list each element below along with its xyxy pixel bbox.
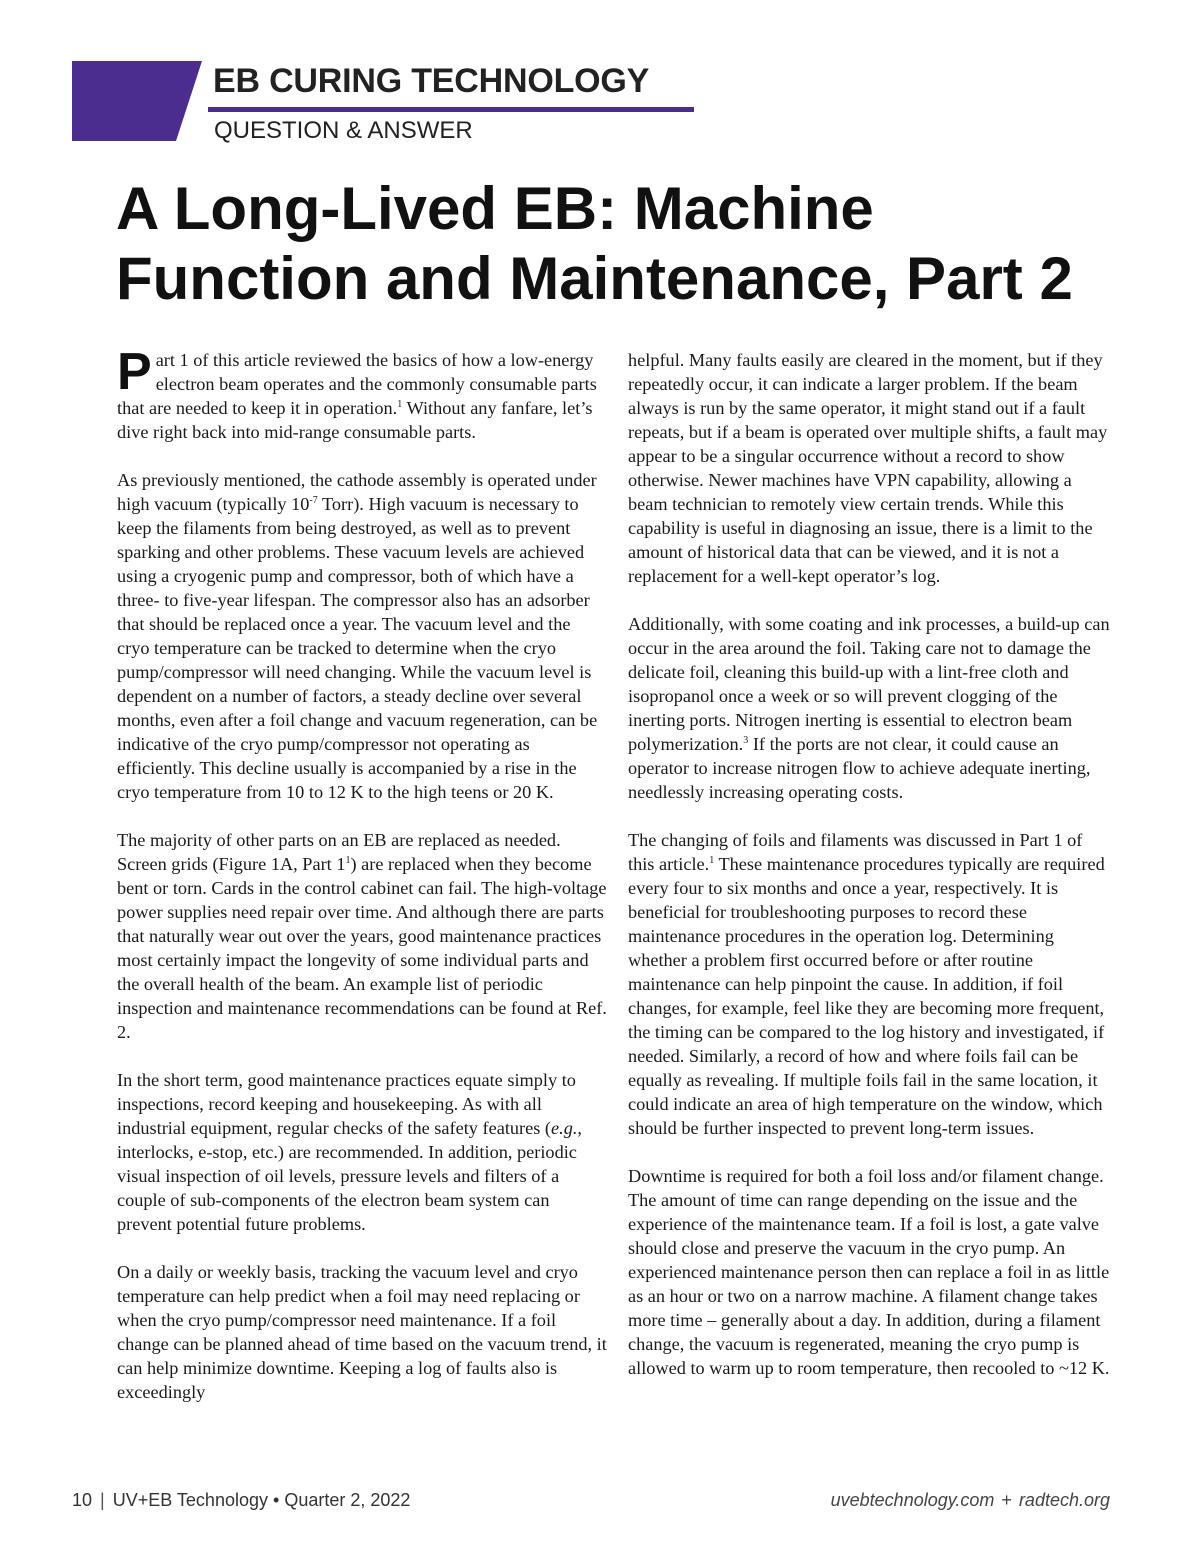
paragraph-downtime: Downtime is required for both a foil loss and/or filament change. The amount of time can range depending on the issue and the experience of the maintenance team. If a foil is lost, a gate valve should close and preserve the vacuum in the cryo pump. An experienced maintenance person then can replace a foil in as little as an hour or two on a narrow machine. A filament change takes more time – generally about a day. In addition, during a filament change, the vacuum is regenerated, meaning the cryo pump is allowed to warm up to room temperature, then recooled to ~12 K. [628, 1166, 1110, 1378]
article-column-left [117, 343, 607, 1404]
paragraph-faults: helpful. Many faults easily are cleared in the moment, but if they repeatedly occur, it can indicate a larger problem. If the beam always is run by the same operator, it might stand out if a fault repeats, but if a beam is operated over multiple shifts, a fault may appear to be a singular occurrence without a record to show otherwise. Newer machines have VPN capability, allowing a beam technician to remotely view certain trends. While this capability is useful in diagnosing an issue, there is a limit to the amount of historical data that can be viewed, and it is not a replacement for a well-kept operator’s log. [628, 350, 1108, 586]
exponent: -7 [309, 494, 318, 506]
article-title [116, 174, 1116, 314]
footer-publication-info [72, 1490, 410, 1511]
footnote-ref: 1 [345, 854, 351, 866]
article-title-line2: Function and Maintenance, Part 2 [116, 245, 1073, 312]
footer-plus: + [1001, 1490, 1012, 1510]
section-divider [208, 107, 694, 112]
paragraph-daily: On a daily or weekly basis, tracking the vacuum level and cryo temperature can help predict when a foil may need replacing or when the cryo pump/compressor need maintenance. If a foil change can be planned ahead of time based on the vacuum trend, it can help minimize downtime. Keeping a log of faults also is exceedingly [117, 1262, 607, 1402]
footnote-ref: 3 [743, 734, 749, 746]
publication-name: UV+EB Technology [112, 1490, 268, 1510]
paragraph-intro: Part 1 of this article reviewed the basics of how a low-energy electron beam operates and the commonly consumable parts that are needed to keep it in operation.$^1$ Without any fanfare, let’s dive right back into mid-range consumable parts. [117, 343, 597, 442]
website-link-uveb[interactable]: uvebtechnology.com [830, 1490, 995, 1510]
page-number: 10 [72, 1490, 93, 1510]
footer-separator: | [100, 1490, 105, 1510]
issue-date: Quarter 2, 2022 [284, 1490, 411, 1510]
paragraph-cathode: As previously mentioned, the cathode assembly is operated under high vacuum (typically $10^{-7}$ Torr). High vacuum is necessary to keep the filaments from being destroyed, as well as to prevent sparking and other problems. These vacuum levels are achieved using a cryogenic pump and compressor, both of which have a three- to five-year lifespan. The compressor also has an adsorber that should be replaced once a year. The vacuum level and the cryo temperature can be tracked to determine when the cryo pump/compressor will need changing. While the vacuum level is dependent on a number of factors, a steady decline over several months, even after a foil change and vacuum regeneration, can be indicative of the cryo pump/compressor not operating as efficiently. This decline usually is accompanied by a rise in the cryo temperature from 10 to 12 K to the high teens or 20 K. [117, 470, 598, 802]
article-title-line1: A Long-Lived EB: Machine [116, 175, 874, 242]
website-link-radtech[interactable]: radtech.org [1018, 1490, 1110, 1510]
footer-websites [831, 1490, 1110, 1511]
drop-cap: P [117, 343, 152, 401]
footnote-ref: 1 [709, 854, 715, 866]
paragraph-parts: The majority of other parts on an EB are replaced as needed. Screen grids (Figure 1A, Part $1^1$) are replaced when they become bent or torn. Cards in the control cabinet can fail. The high-voltage power supplies need repair over time. And although there are parts that naturally wear out over the years, good maintenance practices most certainly impact the longevity of some individual parts and the overall health of the beam. An example list of periodic inspection and maintenance recommendations can be found at Ref. 2. [117, 830, 607, 1042]
footer-bullet: • [273, 1490, 280, 1510]
section-title: EB CURING TECHNOLOGY [213, 62, 650, 100]
section-subtitle: QUESTION & ANSWER [214, 117, 473, 144]
header-accent-block [72, 61, 202, 141]
footnote-ref: 1 [397, 398, 403, 410]
article-column-right [628, 348, 1110, 1380]
paragraph-buildup: Additionally, with some coating and ink processes, a build-up can occur in the area around the foil. Taking care not to damage the delicate foil, cleaning this build-up with a lint-free cloth and isopropanol once a week or so will prevent clogging of the inerting ports. Nitrogen inerting is essential to electron beam polymerization.$^3$ If the ports are not clear, it could cause an operator to increase nitrogen flow to achieve adequate inerting, needlessly increasing operating costs. [628, 614, 1110, 802]
paragraph-foils: The changing of foils and filaments was discussed in Part 1 of this article.$^1$ These maintenance procedures typically are required every four to six months and once a year, respectively. It is beneficial for troubleshooting purposes to record these maintenance procedures in the operation log. Determining whether a problem first occurred before or after routine maintenance can help pinpoint the cause. In addition, if foil changes, for example, feel like they are becoming more frequent, the timing can be compared to the log history and investigated, if needed. Similarly, a record of how and where foils fail can be equally as revealing. If multiple foils fail in the same location, it could indicate an area of high temperature on the window, which should be further inspected to prevent long-term issues. [628, 830, 1105, 1138]
paragraph-short-term: In the short term, good maintenance practices equate simply to inspections, record keeping and housekeeping. As with all industrial equipment, regular checks of the safety features (e.g., interlocks, e-stop, etc.) are recommended. In addition, periodic visual inspection of oil levels, pressure levels and filters of a couple of sub-components of the electron beam system can prevent potential future problems. [117, 1070, 582, 1234]
